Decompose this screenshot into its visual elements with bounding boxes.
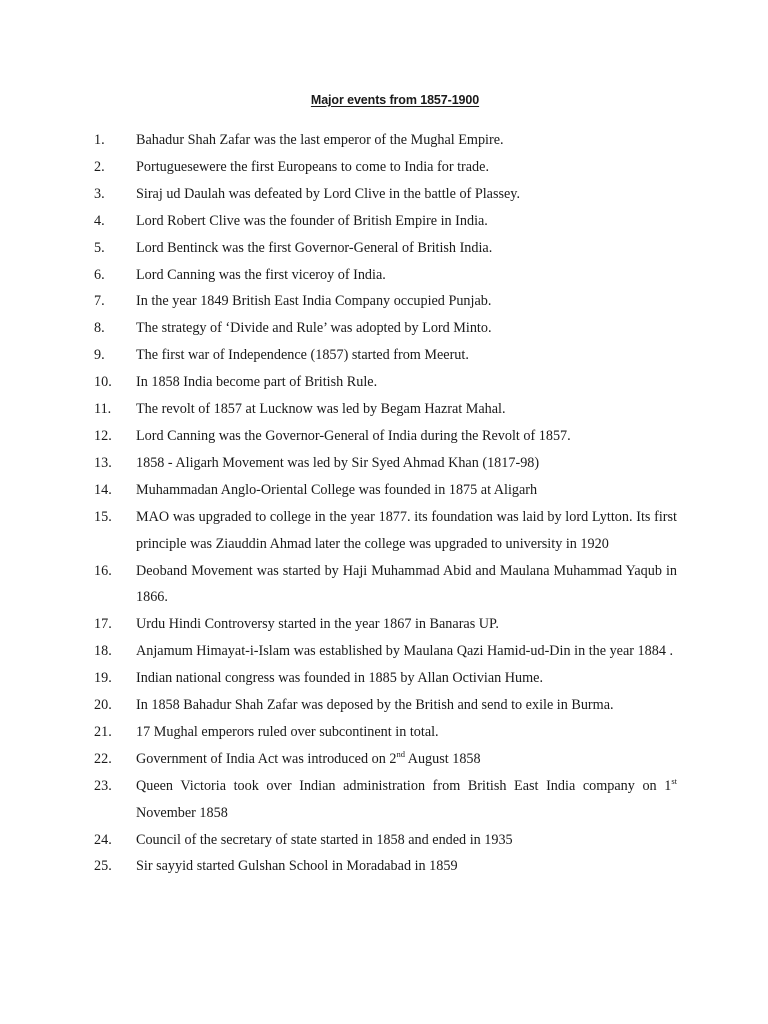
list-item — [0, 396, 768, 423]
list-item-number: 17. — [94, 616, 112, 633]
list-item-number: 19. — [94, 670, 112, 687]
events-list — [0, 127, 768, 880]
list-item — [0, 665, 768, 692]
list-item-text: MAO was upgraded to college in the year 1877. its foundation was laid by lord Lytton. Its first principle was Ziauddin Ahmad later the college was upgraded to university in 1920 — [136, 508, 677, 552]
list-item — [0, 692, 768, 719]
list-item-number: 24. — [94, 831, 112, 848]
list-item-number: 13. — [94, 454, 112, 471]
list-item — [0, 504, 768, 558]
list-item-text: The strategy of ‘Divide and Rule’ was adopted by Lord Minto. — [136, 320, 492, 337]
list-item-text: Urdu Hindi Controversy started in the year 1867 in Banaras UP. — [136, 616, 499, 633]
list-item-text: 1858 - Aligarh Movement was led by Sir Syed Ahmad Khan (1817-98) — [136, 454, 540, 471]
list-item-text: Deoband Movement was started by Haji Muhammad Abid and Maulana Muhammad Yaqub in 1866. — [136, 562, 677, 606]
list-item — [0, 611, 768, 638]
list-item-text: Lord Canning was the Governor-General of India during the Revolt of 1857. — [136, 427, 571, 444]
ordinal-superscript: st — [671, 775, 677, 786]
list-item — [0, 127, 768, 154]
list-item — [0, 558, 768, 612]
list-item-text: The revolt of 1857 at Lucknow was led by Begam Hazrat Mahal. — [136, 401, 506, 418]
list-item-text: Indian national congress was founded in 1885 by Allan Octivian Hume. — [136, 670, 544, 687]
list-item — [0, 235, 768, 262]
list-item — [0, 181, 768, 208]
list-item-number: 21. — [94, 723, 112, 740]
page-title: Major events from 1857-1900 — [310, 93, 480, 107]
list-item-text: Lord Bentinck was the first Governor-General of British India. — [136, 239, 493, 256]
list-item-text-part: August 1858 — [404, 750, 481, 767]
list-item-text: Lord Robert Clive was the founder of British Empire in India. — [136, 212, 488, 229]
list-item — [0, 315, 768, 342]
list-item-text: Council of the secretary of state started in 1858 and ended in 1935 — [136, 831, 513, 848]
list-item — [0, 853, 768, 880]
list-item-text: Bahadur Shah Zafar was the last emperor of the Mughal Empire. — [136, 132, 504, 148]
list-item — [0, 423, 768, 450]
list-item-number: 20. — [94, 697, 112, 714]
list-item-text: 17 Mughal emperors ruled over subcontinent in total. — [136, 723, 439, 740]
ordinal-superscript: nd — [396, 748, 405, 759]
list-item-text: Siraj ud Daulah was defeated by Lord Clive in the battle of Plassey. — [136, 185, 521, 202]
list-item-text-part: Government of India Act was introduced on 2 — [136, 750, 397, 767]
list-item-text — [136, 746, 677, 773]
list-item-text: In 1858 Bahadur Shah Zafar was deposed by the British and send to exile in Burma. — [136, 697, 614, 714]
list-item-text: In 1858 India become part of British Rule. — [136, 374, 378, 391]
list-item — [0, 827, 768, 854]
list-item — [0, 746, 768, 773]
list-item-text: Portuguesewere the first Europeans to come to India for trade. — [136, 158, 489, 175]
list-item-number: 4. — [94, 212, 105, 229]
list-item-number: 5. — [94, 239, 105, 256]
list-item — [0, 262, 768, 289]
list-item-text-part: Queen Victoria took over Indian administration from British East India company on 1 — [136, 777, 672, 794]
list-item-number: 12. — [94, 427, 112, 444]
list-item — [0, 477, 768, 504]
list-item-number: 14. — [94, 481, 112, 498]
list-item-number: 6. — [94, 266, 105, 283]
list-item-number: 9. — [94, 347, 105, 364]
list-item — [0, 208, 768, 235]
list-item-number: 16. — [94, 562, 112, 579]
list-item-number: 3. — [94, 185, 105, 202]
list-item-text: In the year 1849 British East India Company occupied Punjab. — [136, 293, 492, 310]
list-item-text-part: November 1858 — [136, 804, 228, 821]
list-item-text — [136, 773, 677, 827]
list-item-number: 23. — [94, 777, 112, 794]
list-item — [0, 288, 768, 315]
list-item — [0, 369, 768, 396]
list-item — [0, 450, 768, 477]
list-item — [0, 342, 768, 369]
list-item-text: Muhammadan Anglo-Oriental College was founded in 1875 at Aligarh — [136, 481, 538, 498]
list-item — [0, 638, 768, 665]
list-item-number: 7. — [94, 293, 105, 310]
list-item-text: The first war of Independence (1857) started from Meerut. — [136, 347, 469, 364]
list-item-number: 22. — [94, 750, 112, 767]
list-item-number: 1. — [94, 132, 105, 148]
list-item — [0, 154, 768, 181]
list-item-number: 25. — [94, 858, 112, 875]
list-item-text: Lord Canning was the first viceroy of India. — [136, 266, 386, 283]
list-item-number: 2. — [94, 158, 105, 175]
list-item-number: 11. — [94, 401, 112, 418]
list-item — [0, 773, 768, 827]
list-item-text: Anjamum Himayat-i-Islam was established by Maulana Qazi Hamid-ud-Din in the year 1884 . — [136, 643, 674, 660]
list-item — [0, 719, 768, 746]
list-item-number: 15. — [94, 508, 112, 525]
list-item-number: 18. — [94, 643, 112, 660]
list-item-number: 10. — [94, 374, 112, 391]
list-item-text: Sir sayyid started Gulshan School in Moradabad in 1859 — [136, 858, 458, 875]
list-item-number: 8. — [94, 320, 105, 337]
